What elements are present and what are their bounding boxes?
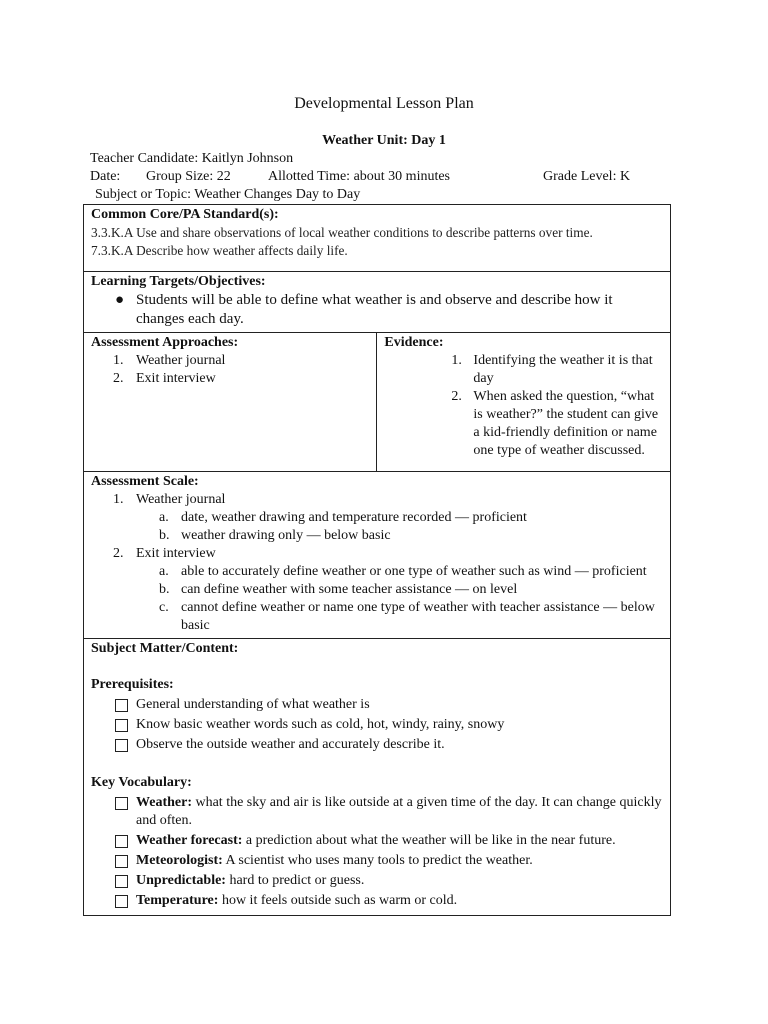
assessment-label: Assessment Approaches: xyxy=(91,335,239,350)
vocabulary-item: Weather: what the sky and air is like outside at a given time of the day. It can change quickly and often. xyxy=(91,794,663,830)
bullet-icon: ● xyxy=(115,292,125,308)
evidence-item: 2. When asked the question, “what is weather?” the student can give a kid-friendly definition or name one type of weather discussed. xyxy=(451,389,659,458)
scale-subitem: a. date, weather drawing and temperature recorded — proficient xyxy=(159,510,527,525)
scale-subitem: b. can define weather with some teacher assistance — on level xyxy=(159,582,518,597)
scale-subitem: c. cannot define weather or name one type of weather with teacher assistance — below basic xyxy=(159,600,655,633)
standards-cell xyxy=(84,205,671,272)
standards-label: Common Core/PA Standard(s): xyxy=(91,207,279,222)
evidence-label: Evidence: xyxy=(384,335,444,350)
subject-topic: Subject or Topic: Weather Changes Day to Day xyxy=(95,187,361,202)
objective-text: Students will be able to define what weather is and observe and describe how it changes each day. xyxy=(136,292,613,327)
date-label: Date: xyxy=(90,169,121,184)
standard-item: 7.3.K.A Describe how weather affects daily life. xyxy=(91,243,348,258)
vocabulary-item: Temperature: how it feels outside such as warm or cold. xyxy=(91,892,663,910)
assessment-item: 2. Exit interview xyxy=(113,371,216,386)
objective-item xyxy=(91,291,663,329)
objectives-label: Learning Targets/Objectives: xyxy=(91,274,266,289)
subject-matter-label: Subject Matter/Content: xyxy=(91,641,239,656)
prerequisite-item: General understanding of what weather is xyxy=(91,696,663,714)
grade-level: Grade Level: K xyxy=(543,169,631,184)
assessment-cell xyxy=(84,333,377,472)
checkbox-icon xyxy=(115,855,128,868)
prerequisite-item: Observe the outside weather and accurately describe it. xyxy=(91,736,663,754)
scale-subitem: a. able to accurately define weather or one type of weather such as wind — proficient xyxy=(159,564,647,579)
standard-item: 3.3.K.A Use and share observations of local weather conditions to describe patterns over time. xyxy=(91,225,593,240)
checkbox-icon xyxy=(115,875,128,888)
checkbox-icon xyxy=(115,699,128,712)
evidence-item: 1. Identifying the weather it is that day xyxy=(451,353,653,386)
group-size: Group Size: 22 xyxy=(146,169,231,184)
scale-item: 1. Weather journal xyxy=(113,492,226,507)
vocabulary-item: Weather forecast: a prediction about what the weather will be like in the near future. xyxy=(91,832,663,850)
unit-title: Weather Unit: Day 1 xyxy=(322,133,446,148)
prerequisite-item: Know basic weather words such as cold, hot, windy, rainy, snowy xyxy=(91,716,663,734)
assessment-item: 1. Weather journal xyxy=(113,353,226,368)
scale-item: 2. Exit interview xyxy=(113,546,216,561)
prerequisites-label: Prerequisites: xyxy=(91,677,174,692)
scale-label: Assessment Scale: xyxy=(91,474,199,489)
vocabulary-label: Key Vocabulary: xyxy=(91,775,192,790)
evidence-cell xyxy=(377,333,671,472)
checkbox-icon xyxy=(115,719,128,732)
objectives-cell xyxy=(84,272,671,333)
assessment-scale-cell xyxy=(84,472,671,639)
checkbox-icon xyxy=(115,739,128,752)
vocabulary-item: Meteorologist: A scientist who uses many tools to predict the weather. xyxy=(91,852,663,870)
checkbox-icon xyxy=(115,895,128,908)
scale-subitem: b. weather drawing only — below basic xyxy=(159,528,391,543)
subject-matter-cell xyxy=(84,639,671,916)
document-title: Developmental Lesson Plan xyxy=(294,95,474,112)
checkbox-icon xyxy=(115,797,128,810)
vocabulary-item: Unpredictable: hard to predict or guess. xyxy=(91,872,663,890)
lesson-plan-table xyxy=(83,204,671,916)
checkbox-icon xyxy=(115,835,128,848)
teacher-candidate: Teacher Candidate: Kaitlyn Johnson xyxy=(90,151,294,166)
allotted-time: Allotted Time: about 30 minutes xyxy=(268,169,451,184)
